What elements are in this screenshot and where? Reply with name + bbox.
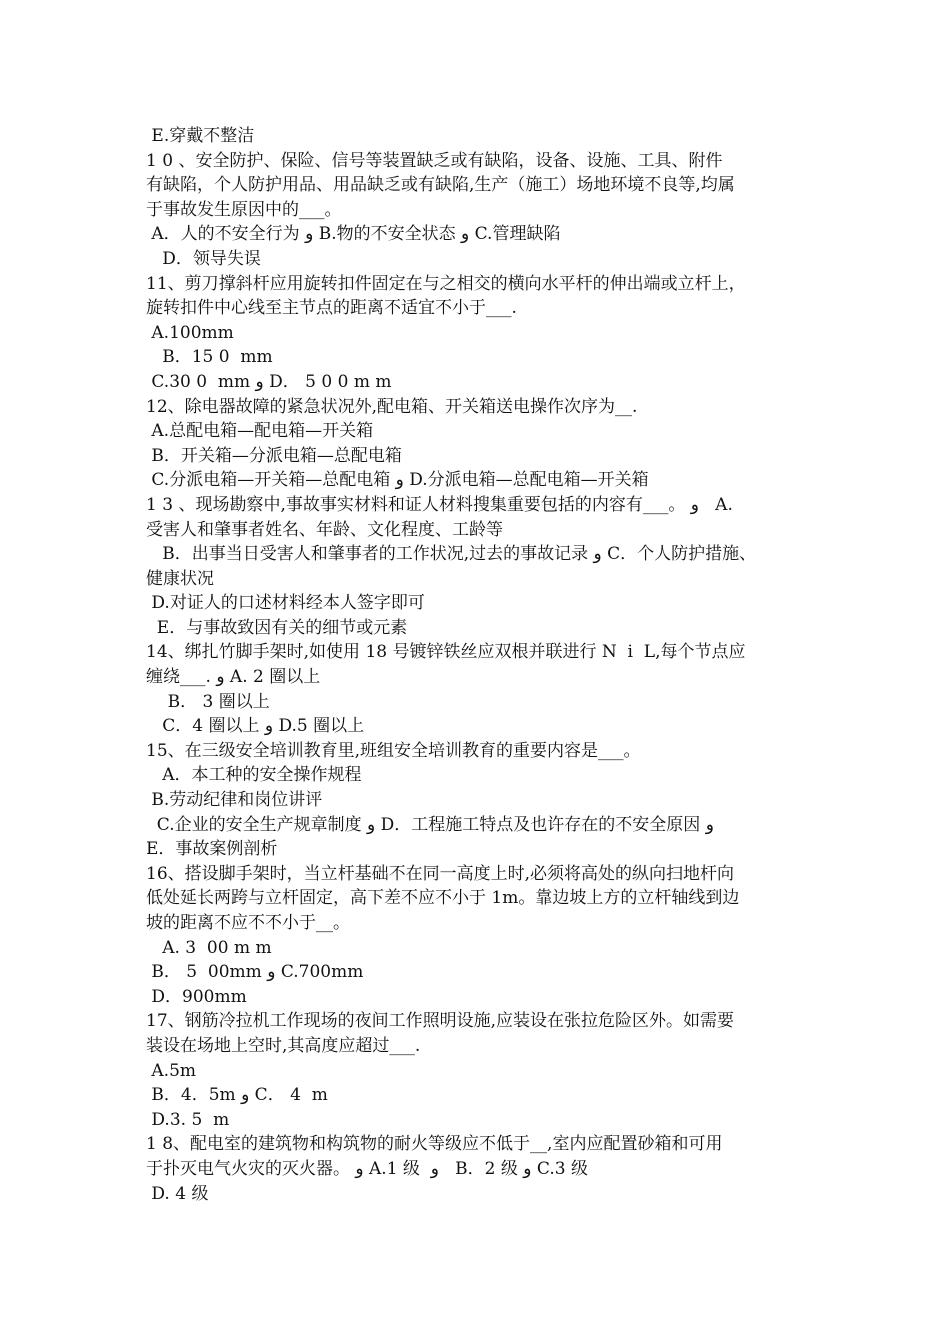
text-line: B．15 0 mm — [146, 347, 273, 368]
text-line: D．领导失误 — [146, 248, 261, 269]
text-line: B．出事当日受害人和肇事者的工作状况,过去的事故记录 و C．个人防护措施、 — [146, 544, 757, 565]
text-line: C.30 0 mm و D． 5 0 0 m m — [146, 371, 392, 392]
text-line: 缠绕___. و A. 2 圈以上 — [146, 667, 321, 688]
text-line: A.5m — [146, 1060, 197, 1081]
text-line: 于扑灭电气火灾的灭火器。 و A.1 级 و B．2 级 و C.3 级 — [146, 1158, 588, 1179]
text-line: 17、钢筋冷拉机工作现场的夜间工作照明设施,应装设在张拉危险区外。如需要 — [146, 1011, 735, 1032]
text-line: 旋转扣件中心线至主节点的距离不适宜不小于___. — [146, 298, 517, 319]
text-line: 15、在三级安全培训教育里,班组安全培训教育的重要内容是___。 — [146, 740, 641, 761]
text-line: 装设在场地上空时,其高度应超过___. — [146, 1035, 421, 1056]
text-line: 12、除电器故障的紧急状况外,配电箱、开关箱送电操作次序为__. — [146, 396, 638, 417]
text-line: B．开关箱—分派电箱—总配电箱 — [146, 445, 402, 466]
text-line: 1 0 、安全防护、保险、信号等装置缺乏或有缺陷，设备、设施、工具、附件 — [146, 150, 723, 171]
text-line: E．事故案例剖析 — [146, 839, 278, 860]
text-line: A.100mm — [146, 322, 234, 343]
text-line: B.劳动纪律和岗位讲评 — [146, 790, 323, 811]
text-line: 于事故发生原因中的___。 — [146, 199, 342, 220]
text-line: E．与事故致因有关的细节或元素 — [146, 617, 408, 638]
text-line: D．900mm — [146, 986, 247, 1007]
document-page — [146, 124, 816, 1206]
text-line: B．4．5m و C． 4 m — [146, 1085, 328, 1106]
text-line: 1 3 、现场勘察中,事故事实材料和证人材料搜集重要包括的内容有___。 و A. — [146, 494, 733, 515]
text-line: A．本工种的安全操作规程 — [146, 765, 362, 786]
text-line: A．人的不安全行为 و B.物的不安全状态 و C.管理缺陷 — [146, 224, 561, 245]
text-line: 16、搭设脚手架时，当立杆基础不在同一高度上时,必须将高处的纵向扫地杆向 — [146, 863, 735, 884]
text-line: C．4 圈以上 و D.5 圈以上 — [146, 716, 365, 737]
text-line: D.对证人的口述材料经本人签字即可 — [146, 593, 425, 614]
text-line: D.3. 5 m — [146, 1109, 230, 1130]
text-line: 低处延长两跨与立杆固定，高下差不应不小于 1m。靠边坡上方的立杆轴线到边 — [146, 888, 740, 909]
text-line: 坡的距离不应不不小于__。 — [146, 913, 350, 933]
text-line: B． 3 圈以上 — [146, 691, 270, 712]
text-line: C.分派电箱—开关箱—总配电箱 و D.分派电箱—总配电箱—开关箱 — [146, 470, 649, 491]
text-line: A. 3 00 m m — [146, 937, 272, 958]
text-line: B． 5 00mm و C.700mm — [146, 962, 364, 983]
text-line: E.穿戴不整洁 — [146, 126, 255, 146]
text-line: C.企业的安全生产规章制度 و D．工程施工特点及也许存在的不安全原因 و — [146, 814, 714, 835]
text-line: 1 8、配电室的建筑物和构筑物的耐火等级应不低于__,室内应配置砂箱和可用 — [146, 1134, 723, 1155]
text-line: 11、剪刀撑斜杆应用旋转扣件固定在与之相交的横向水平杆的伸出端或立杆上， — [146, 273, 746, 294]
text-line: 健康状况 — [146, 568, 214, 589]
text-line: 有缺陷，个人防护用品、用品缺乏或有缺陷,生产（施工）场地环境不良等,均属 — [146, 175, 735, 196]
text-line: A.总配电箱—配电箱—开关箱 — [146, 421, 374, 442]
text-line: 受害人和肇事者姓名、年龄、文化程度、工龄等 — [146, 519, 503, 540]
text-line: D. 4 级 — [146, 1183, 209, 1204]
text-line: 14、绑扎竹脚手架时,如使用 18 号镀锌铁丝应双根并联进行 N i L,每个节点应 — [146, 642, 746, 663]
